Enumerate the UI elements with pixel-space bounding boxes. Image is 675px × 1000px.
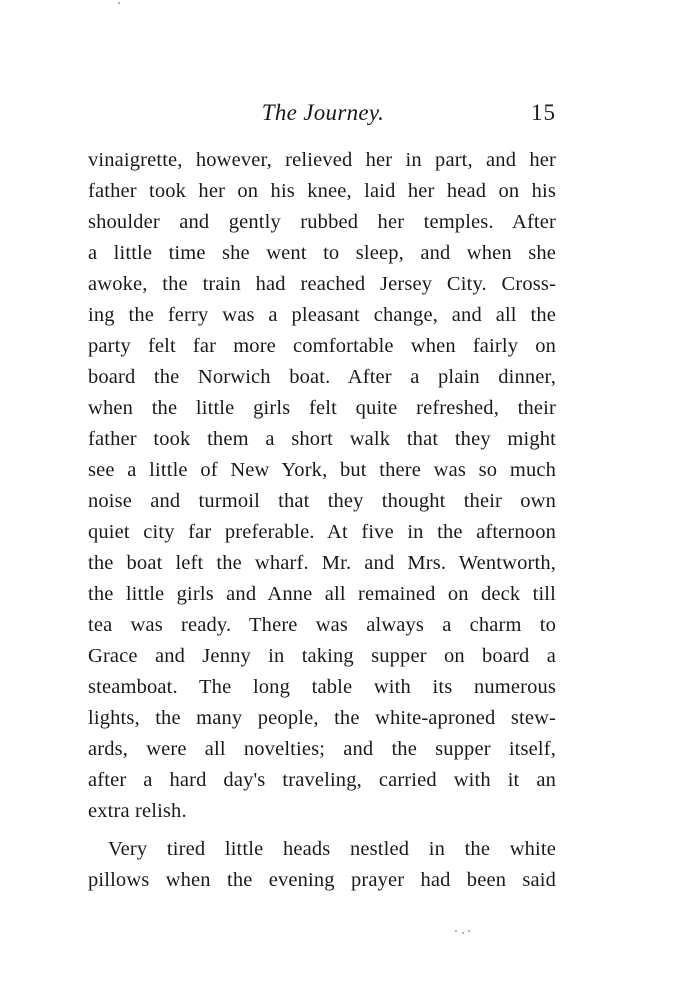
print-speck <box>468 930 470 932</box>
text-line: father took them a short walk that they might <box>88 428 556 450</box>
text-line: when the little girls felt quite refreshed, their <box>88 397 556 419</box>
text-line: the little girls and Anne all remained on deck till <box>88 583 556 605</box>
text-line: the boat left the wharf. Mr. and Mrs. Wentworth, <box>88 552 556 574</box>
paragraph <box>88 145 556 827</box>
print-speck <box>118 2 120 4</box>
text-line: extra relish. <box>88 800 187 822</box>
page-number: 15 <box>531 100 556 125</box>
text-line: quiet city far preferable. At five in the afternoon <box>88 521 556 543</box>
text-line: board the Norwich boat. After a plain dinner, <box>88 366 556 388</box>
text-line: steamboat. The long table with its numerous <box>88 676 556 698</box>
text-line: lights, the many people, the white-aproned stew- <box>88 707 556 729</box>
text-line: a little time she went to sleep, and when she <box>88 242 556 264</box>
text-line: shoulder and gently rubbed her temples. After <box>88 211 556 233</box>
text-line: Very tired little heads nestled in the white <box>108 838 556 860</box>
running-title: The Journey. <box>261 100 385 125</box>
text-line: ing the ferry was a pleasant change, and all the <box>88 304 556 326</box>
running-head <box>88 100 558 136</box>
text-line: Grace and Jenny in taking supper on board a <box>88 645 556 667</box>
text-line: vinaigrette, however, relieved her in part, and her <box>88 149 556 171</box>
print-speck <box>462 932 464 934</box>
paragraph-gap <box>88 827 556 834</box>
body-text <box>88 145 556 896</box>
text-line: after a hard day's traveling, carried with it an <box>88 769 556 791</box>
text-line: ards, were all novelties; and the supper itself, <box>88 738 556 760</box>
print-speck <box>455 930 457 932</box>
text-line: party felt far more comfortable when fairly on <box>88 335 556 357</box>
text-line: see a little of New York, but there was so much <box>88 459 556 481</box>
text-line: tea was ready. There was always a charm to <box>88 614 556 636</box>
text-line: father took her on his knee, laid her head on his <box>88 180 556 202</box>
text-line: pillows when the evening prayer had been said <box>88 869 556 891</box>
paragraph <box>88 834 556 896</box>
text-line: awoke, the train had reached Jersey City. Cross- <box>88 273 556 295</box>
text-line: noise and turmoil that they thought their own <box>88 490 556 512</box>
